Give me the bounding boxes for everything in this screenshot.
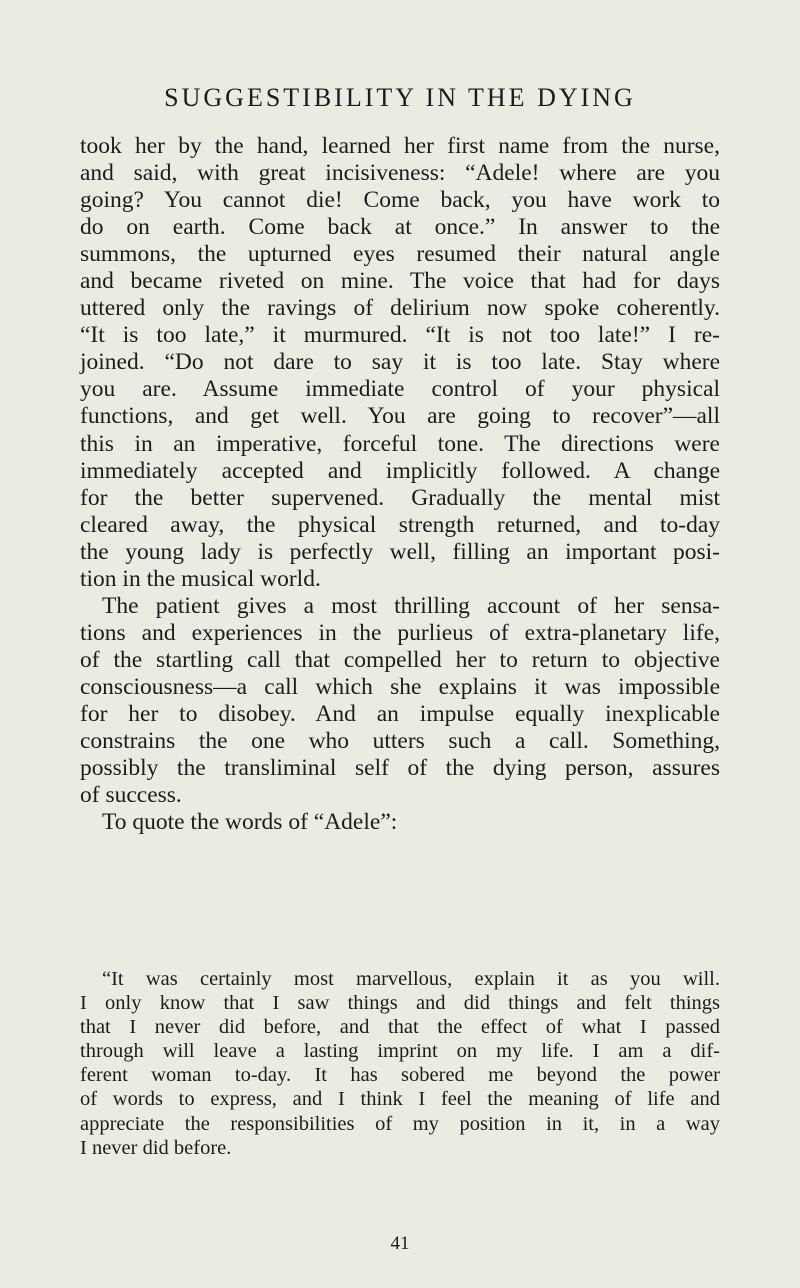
body-line: this in an imperative, forceful tone. The directions were <box>80 430 720 457</box>
paragraph-start-line: The patient gives a most thrilling account of her sensa- <box>102 592 720 619</box>
body-line: for the better supervened. Gradually the mental mist <box>80 484 720 511</box>
body-text <box>80 133 720 836</box>
quote-line: through will leave a lasting imprint on my life. I am a dif- <box>80 1040 720 1063</box>
running-head: SUGGESTIBILITY IN THE DYING <box>164 83 636 112</box>
body-line: consciousness—a call which she explains it was impossible <box>80 673 720 700</box>
body-line: for her to disobey. And an impulse equally inexplicable <box>80 700 720 727</box>
body-line: immediately accepted and implicitly followed. A change <box>80 457 720 484</box>
body-line: of success. <box>80 782 182 809</box>
quote-line: ferent woman to-day. It has sobered me beyond the power <box>80 1064 720 1087</box>
body-line: going? You cannot die! Come back, you have work to <box>80 187 720 214</box>
body-line: of the startling call that compelled her to return to objective <box>80 646 720 673</box>
body-line: and became riveted on mine. The voice that had for days <box>80 268 720 295</box>
body-line: joined. “Do not dare to say it is too late. Stay where <box>80 349 720 376</box>
body-line: and said, with great incisiveness: “Adele! where are you <box>80 160 720 187</box>
page-number: 41 <box>390 1233 410 1254</box>
body-line: you are. Assume immediate control of your physical <box>80 376 720 403</box>
body-line: the young lady is perfectly well, filling an important posi- <box>80 538 720 565</box>
body-line: “It is too late,” it murmured. “It is not too late!” I re- <box>80 322 720 349</box>
body-line: tions and experiences in the purlieus of extra-planetary life, <box>80 619 720 646</box>
quote-line: appreciate the responsibilities of my position in it, in a way <box>80 1112 720 1135</box>
body-line: functions, and get well. You are going to recover”—all <box>80 403 720 430</box>
body-line: do on earth. Come back at once.” In answer to the <box>80 214 720 241</box>
quote-line: I only know that I saw things and did things and felt things <box>80 992 720 1015</box>
body-line: uttered only the ravings of delirium now spoke coherently. <box>80 295 720 322</box>
quote-line: of words to express, and I think I feel the meaning of life and <box>80 1088 720 1111</box>
block-quote <box>80 967 720 1160</box>
body-line: cleared away, the physical strength returned, and to-day <box>80 511 720 538</box>
quote-line: “It was certainly most marvellous, explain it as you will. <box>102 968 720 990</box>
quote-line: I never did before. <box>80 1136 232 1159</box>
body-line: summons, the upturned eyes resumed their natural angle <box>80 241 720 268</box>
body-line: constrains the one who utters such a call. Something, <box>80 728 720 755</box>
paragraph-start-line: To quote the words of “Adele”: <box>102 809 398 836</box>
body-line: tion in the musical world. <box>80 565 321 592</box>
body-line: possibly the transliminal self of the dying person, assures <box>80 755 720 782</box>
quote-line: that I never did before, and that the effect of what I passed <box>80 1016 720 1039</box>
body-line: took her by the hand, learned her first name from the nurse, <box>80 133 720 159</box>
